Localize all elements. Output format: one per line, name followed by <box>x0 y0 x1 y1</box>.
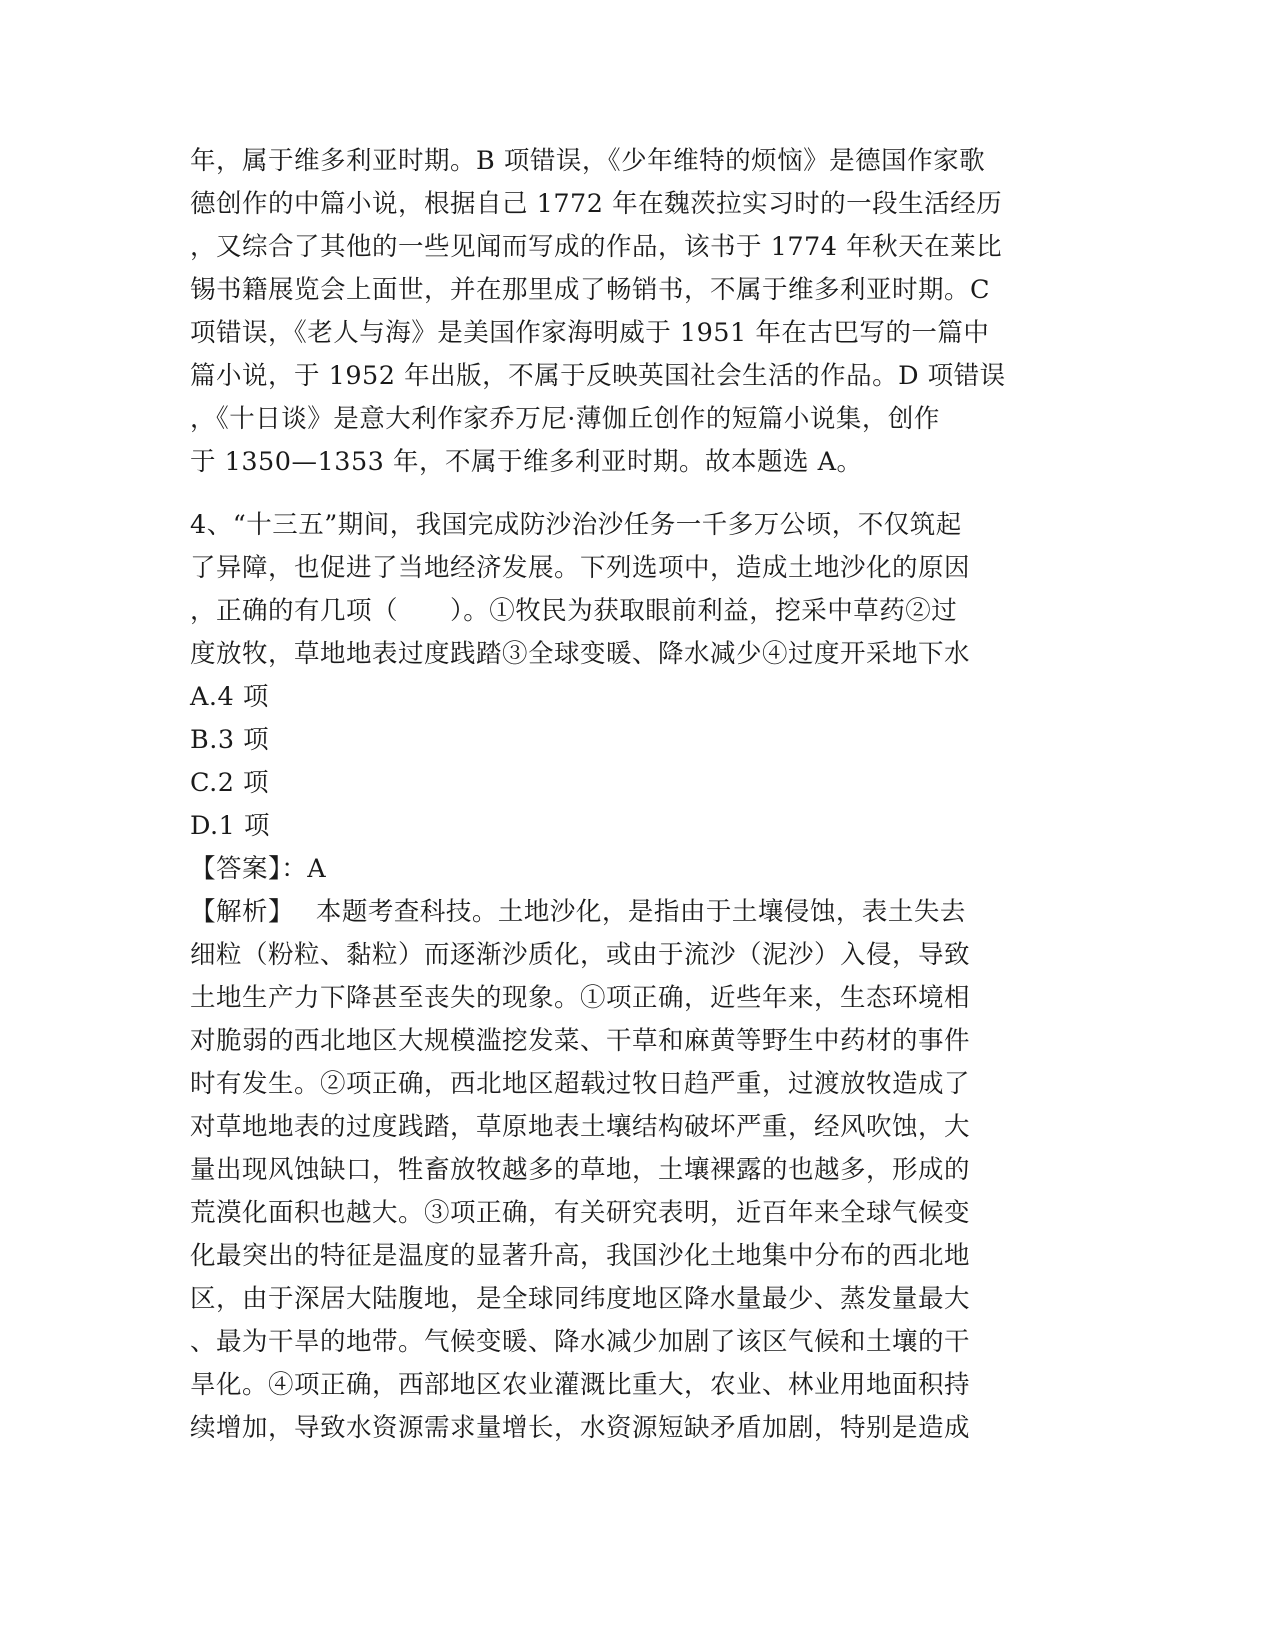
text-line: 对草地地表的过度践踏，草原地表土壤结构破坏严重，经风吹蚀，大 <box>190 1112 971 1142</box>
text-line: ，正确的有几项（ ）。①牧民为获取眼前利益，挖采中草药②过 <box>190 596 958 626</box>
option-d: D.1 项 <box>190 811 270 841</box>
analysis <box>190 891 1090 1450</box>
text-line: 年，属于维多利亚时期。B 项错误，《少年维特的烦恼》是德国作家歌 <box>190 146 986 176</box>
question-4 <box>190 504 1090 1450</box>
document-page <box>190 140 1090 1450</box>
text-line: 土地生产力下降甚至丧失的现象。①项正确，近些年来，生态环境相 <box>190 983 971 1013</box>
paragraph-gap <box>190 484 1090 504</box>
text-line: 、最为干旱的地带。气候变暖、降水减少加剧了该区气候和土壤的干 <box>190 1327 971 1357</box>
text-line: 化最突出的特征是温度的显著升高，我国沙化土地集中分布的西北地 <box>190 1241 971 1271</box>
text-line: 篇小说，于 1952 年出版，不属于反映英国社会生活的作品。D 项错误 <box>190 361 1006 391</box>
text-line: 旱化。④项正确，西部地区农业灌溉比重大，农业、林业用地面积持 <box>190 1370 971 1400</box>
text-line: 4、“十三五”期间，我国完成防沙治沙任务一千多万公顷，不仅筑起 <box>190 510 962 540</box>
text-line: 【解析】 本题考查科技。土地沙化，是指由于土壤侵蚀，表土失去 <box>190 897 966 927</box>
text-line: 区，由于深居大陆腹地，是全球同纬度地区降水量最少、蒸发量最大 <box>190 1284 971 1314</box>
text-line: 于 1350—1353 年，不属于维多利亚时期。故本题选 A。 <box>190 447 863 477</box>
text-line: 度放牧，草地地表过度践踏③全球变暖、降水减少④过度开采地下水 <box>190 639 971 669</box>
option-b: B.3 项 <box>190 725 270 755</box>
text-line: 德创作的中篇小说，根据自己 1772 年在魏茨拉实习时的一段生活经历 <box>190 189 1003 219</box>
text-line: 细粒（粉粒、黏粒）而逐渐沙质化，或由于流沙（泥沙）入侵，导致 <box>190 940 971 970</box>
text-line: 续增加，导致水资源需求量增长，水资源短缺矛盾加剧，特别是造成 <box>190 1413 971 1443</box>
option-a: A.4 项 <box>190 682 269 712</box>
text-line: 时有发生。②项正确，西北地区超载过牧日趋严重，过渡放牧造成了 <box>190 1069 971 1099</box>
text-line: 量出现风蚀缺口，牲畜放牧越多的草地，土壤裸露的也越多，形成的 <box>190 1155 971 1185</box>
text-line: ，又综合了其他的一些见闻而写成的作品，该书于 1774 年秋天在莱比 <box>190 232 1003 262</box>
text-line: 对脆弱的西北地区大规模滥挖发菜、干草和麻黄等野生中药材的事件 <box>190 1026 971 1056</box>
text-line: 了异障，也促进了当地经济发展。下列选项中，造成土地沙化的原因 <box>190 553 971 583</box>
text-line: 项错误，《老人与海》是美国作家海明威于 1951 年在古巴写的一篇中 <box>190 318 990 348</box>
text-line: 荒漠化面积也越大。③项正确，有关研究表明，近百年来全球气候变 <box>190 1198 971 1228</box>
text-line: 锡书籍展览会上面世，并在那里成了畅销书，不属于维多利亚时期。C <box>190 275 991 305</box>
previous-answer-analysis <box>190 140 1090 484</box>
option-c: C.2 项 <box>190 768 270 798</box>
answer-options <box>190 676 1090 848</box>
question-stem <box>190 504 1090 676</box>
text-line: ，《十日谈》是意大利作家乔万尼·薄伽丘创作的短篇小说集，创作 <box>190 404 940 434</box>
answer-label: 【答案】：A <box>190 854 327 884</box>
